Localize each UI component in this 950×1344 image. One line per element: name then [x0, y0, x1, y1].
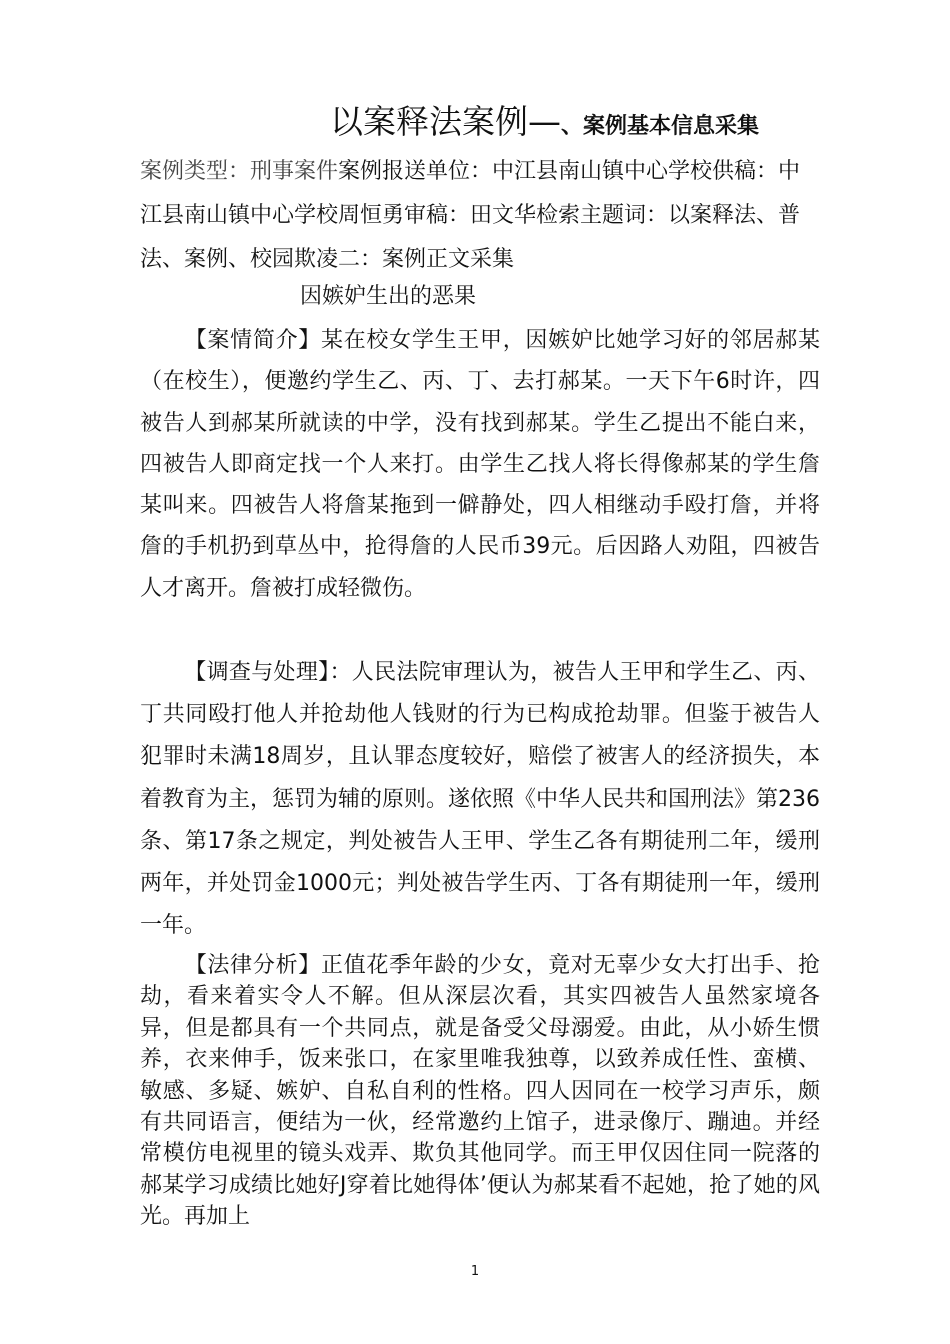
paragraph-legal-analysis — [140, 950, 820, 1233]
paragraph-case-summary — [140, 320, 820, 609]
document-title — [330, 100, 890, 149]
case-type-label: 案例类型：刑事案件 — [140, 159, 339, 184]
paragraph-text: 【调查与处理】：人民法院审理认为，被告人王甲和学生乙、丙、丁共同殴打他人并抢劫他人钱财的行为已构成抢劫罪。但鉴于被告人犯罪时未满18周岁，且认罪态度较好，赔偿了被害人的经济损失，本着教育为主，惩罚为辅的原则。遂依照《中华人民共和国刑法》第236条、第17条之规定，判处被告人王甲、学生乙各有期徒刑二年，缓刑两年，并处罚金1000元；判处被告学生丙、丁各有期徒刑一年，缓刑一年。 — [140, 660, 820, 939]
case-metadata — [140, 150, 820, 282]
case-heading: 因嫉妒生出的恶果 — [300, 284, 477, 309]
paragraph-investigation — [140, 652, 820, 947]
paragraph-text: 【法律分析】正值花季年龄的少女，竟对无辜少女大打出手、抢劫，看来着实令人不解。但从深层次看，其实四被告人虽然家境各异，但是都具有一个共同点，就是备受父母溺爱。由此，从小娇生惯养，衣来伸手，饭来张口，在家里唯我独尊，以致养成任性、蛮横、敏感、多疑、嫉妒、自私自利的性格。四人因同在一校学习声乐，颇有共同语言，便结为一伙，经常邀约上馆子，进录像厅、蹦迪。并经常模仿电视里的镜头戏弄、欺负其他同学。而王甲仅因住同一院落的郝某学习成绩比她好J穿着比她得体’便认为郝某看不起她，抢了她的风光。再加上 — [140, 953, 820, 1230]
title-subtitle: 、案例基本信息采集 — [561, 114, 760, 139]
paragraph-text: 【案情简介】某在校女学生王甲，因嫉妒比她学习好的邻居郝某（在校生），便邀约学生乙、丙、丁、去打郝某。一天下午6时许，四被告人到郝某所就读的中学，没有找到郝某。学生乙提出不能白来，四被告人即商定找一个人来打。由学生乙找人将长得像郝某的学生詹某叫来。四被告人将詹某拖到一僻静处，四人相继动手殴打詹，并将詹的手机扔到草丛中，抢得詹的人民币39元。后因路人劝阻，四被告人才离开。詹被打成轻微伤。 — [140, 328, 820, 601]
case-metadata-text: 案例报送单位：中江县南山镇中心学校供稿：中江县南山镇中心学校周恒勇审稿：田文华检索主题词：以案释法、普法、案例、校园欺凌二：案例正文采集 — [140, 159, 801, 272]
page-number: 1 — [470, 1264, 480, 1279]
title-main: 以案释法案例— — [330, 102, 561, 141]
